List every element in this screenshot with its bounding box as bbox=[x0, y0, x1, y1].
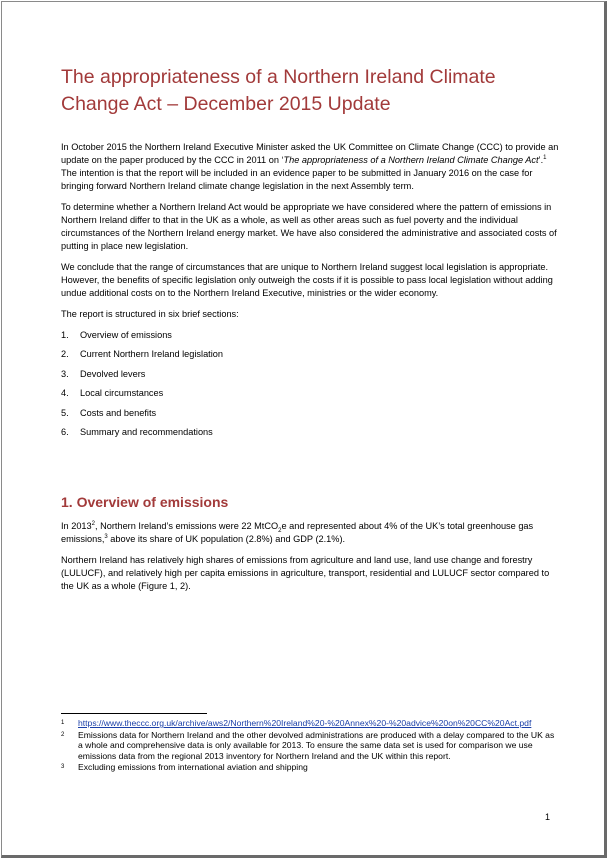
section-number: 2. bbox=[61, 349, 69, 360]
section-label: Overview of emissions bbox=[80, 330, 172, 340]
footnote-mark: 2 bbox=[61, 731, 65, 738]
page-number: 1 bbox=[545, 812, 551, 822]
footnote-mark: 3 bbox=[61, 764, 65, 771]
overview-section bbox=[61, 520, 561, 601]
cited-paper-title: The appropriateness of a Northern Ireland Climate Change Act bbox=[283, 155, 539, 165]
section-heading-overview: 1. Overview of emissions bbox=[61, 494, 229, 510]
footnote-1 bbox=[61, 718, 561, 729]
footnote-3 bbox=[61, 762, 561, 773]
section-number: 3. bbox=[61, 368, 69, 379]
footnote-text: Emissions data for Northern Ireland and the other devolved administrations are produced with a delay compared to the UK as a whole and comprehensive data is only available for 2013. To ensure the same data set is used for comparison we use emissions data from the regional 2013 inventory for Northern Ireland and the UK within this report. bbox=[78, 729, 555, 761]
overview-p1-text-d: above its share of UK population (2.8%) and GDP (2.1%). bbox=[107, 534, 346, 544]
document-title bbox=[61, 64, 561, 118]
title-line-1: The appropriateness of a Northern Ireland Climate bbox=[61, 66, 496, 88]
footnote-ref-2[interactable]: 2 bbox=[91, 520, 95, 527]
intro-paragraph-2: To determine whether a Northern Ireland Act would be appropriate we have considered where the pattern of emissions in Northern Ireland differ to that in the UK as a whole, as well as other areas such as fuel poverty and the individual circumstances of the Northern Ireland energy market. We have also considered the administrative and associated costs of putting in place new legislation. bbox=[61, 202, 557, 251]
footnote-text: Excluding emissions from international aviation and shipping bbox=[78, 762, 308, 773]
footnote-ref-1[interactable]: 1 bbox=[543, 154, 547, 161]
section-label: Devolved levers bbox=[80, 368, 146, 379]
section-label: Costs and benefits bbox=[80, 407, 157, 418]
overview-paragraph-1 bbox=[61, 520, 561, 546]
section-number: 5. bbox=[61, 407, 69, 418]
section-list-item bbox=[61, 368, 561, 387]
footnote-link[interactable]: https://www.theccc.org.uk/archive/aws2/Northern%20Ireland%20-%20Annex%20-%20advice%20on%20CC%20Act.pdf bbox=[78, 718, 532, 728]
section-list bbox=[61, 329, 561, 445]
footnote-ref-3[interactable]: 3 bbox=[104, 533, 108, 540]
intro-paragraph-4: The report is structured in six brief sections: bbox=[61, 309, 239, 319]
title-line-2: Change Act – December 2015 Update bbox=[61, 93, 391, 115]
footnote-mark: 1 bbox=[61, 720, 65, 726]
intro-paragraph-1 bbox=[61, 141, 561, 193]
overview-paragraph-2: Northern Ireland has relatively high shares of emissions from agriculture and land use, land use change and forestry (LULUCF), and relatively high per capita emissions in agriculture, transport, residential and LULUCF sector compared to the UK as a whole (Figure 1, 2). bbox=[61, 555, 550, 591]
section-label: Summary and recommendations bbox=[80, 426, 213, 437]
intro-p1-text-a: In October 2015 the Northern Ireland Executive Minister asked the UK Committee on Climate Change (CCC) to provide an update on the paper produced by the CCC in 2011 on ‘ bbox=[61, 142, 559, 165]
footnote-2 bbox=[61, 730, 561, 762]
section-label: Local circumstances bbox=[80, 388, 164, 399]
overview-p1-text-c: e and represented about 4% of the UK’s total greenhouse gas emissions, bbox=[61, 521, 534, 544]
footnote-separator bbox=[61, 713, 207, 714]
document-page bbox=[1, 1, 607, 858]
overview-p1-text-a: In 2013 bbox=[61, 521, 92, 531]
section-list-item bbox=[61, 426, 561, 445]
section-number: 1. bbox=[61, 330, 69, 340]
overview-p1-text-b: , Northern Ireland’s emissions were 22 MtCO bbox=[95, 521, 279, 531]
intro-p1-text-c: The intention is that the report will be included in an evidence paper to be submitted in January 2016 on the case for bringing forward Northern Ireland climate change legislation in the next Assembly term. bbox=[61, 168, 533, 191]
section-list-item bbox=[61, 407, 561, 426]
intro-p1-text-b: ’. bbox=[538, 155, 544, 165]
section-list-item bbox=[61, 329, 561, 348]
section-number: 6. bbox=[61, 426, 69, 437]
co2-subscript: 2 bbox=[278, 527, 282, 534]
section-list-item bbox=[61, 387, 561, 406]
footnotes bbox=[61, 718, 561, 774]
intro-section bbox=[61, 141, 561, 445]
section-number: 4. bbox=[61, 388, 69, 399]
section-list-item bbox=[61, 348, 561, 367]
intro-paragraph-3: We conclude that the range of circumstances that are unique to Northern Ireland suggest local legislation is appropriate. However, the benefits of specific legislation only outweigh the costs if it is possible to pass local legislation without adding undue additional costs on to the Northern Ireland Executive, ministries or the wider economy. bbox=[61, 262, 553, 298]
section-label: Current Northern Ireland legislation bbox=[80, 349, 223, 360]
